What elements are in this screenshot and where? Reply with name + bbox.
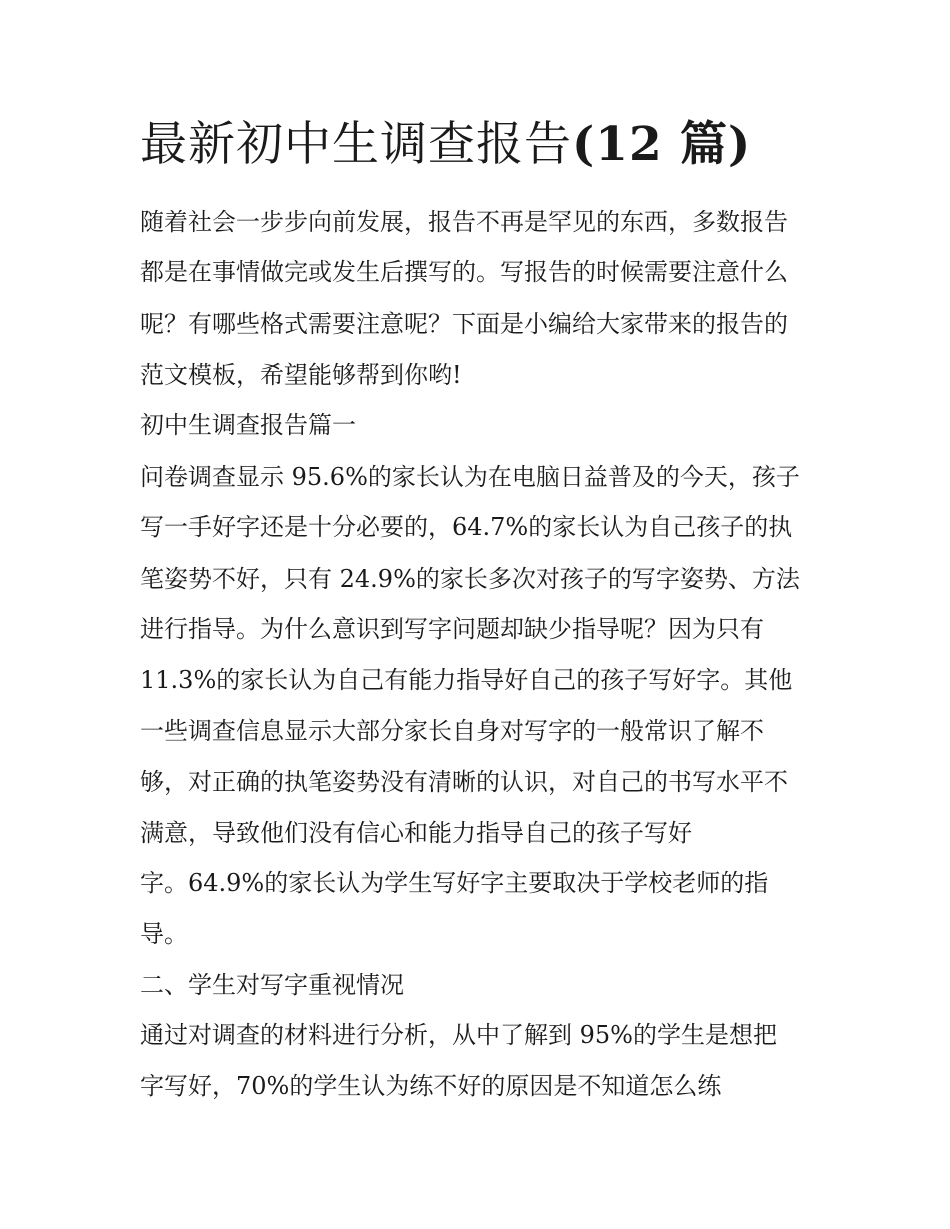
body-line: 字写好，70%的学生认为练不好的原因是不知道怎么练: [140, 1072, 722, 1100]
body-line: 一些调查信息显示大部分家长自身对写字的一般常识了解不: [140, 717, 764, 745]
title-main: 最新初中生调查报告: [140, 117, 572, 172]
section-heading-two: 二、学生对写字重视情况: [140, 971, 404, 999]
body-line: 呢？有哪些格式需要注意呢？下面是小编给大家带来的报告的: [140, 310, 788, 338]
body-line: 满意，导致他们没有信心和能力指导自己的孩子写好: [140, 819, 692, 847]
body-line: 导。: [140, 920, 188, 948]
body-line: 字。64.9%的家长认为学生写好字主要取决于学校老师的指: [140, 869, 769, 897]
body-line: 都是在事情做完或发生后撰写的。写报告的时候需要注意什么: [140, 258, 788, 286]
title-paren-open: (: [572, 117, 596, 172]
body-line: 11.3%的家长认为自己有能力指导好自己的孩子写好字。其他: [140, 666, 793, 694]
body-line: 问卷调查显示 95.6%的家长认为在电脑日益普及的今天，孩子: [140, 463, 800, 491]
body-line: 笔姿势不好，只有 24.9%的家长多次对孩子的写字姿势、方法: [140, 565, 800, 593]
document-title: [140, 112, 751, 178]
body-line: 通过对调查的材料进行分析，从中了解到 95%的学生是想把: [140, 1021, 777, 1049]
body-line: 范文模板，希望能够帮到你哟!: [140, 361, 462, 389]
section-heading-part-one: 初中生调查报告篇一: [140, 411, 356, 439]
body-line: 写一手好字还是十分必要的，64.7%的家长认为自己孩子的执: [140, 513, 793, 541]
body-line: 进行指导。为什么意识到写字问题却缺少指导呢？因为只有: [140, 615, 764, 643]
body-line: 够，对正确的执笔姿势没有清晰的认识，对自己的书写水平不: [140, 768, 788, 796]
title-suffix: 篇): [662, 117, 752, 172]
title-number: 12: [595, 117, 663, 172]
body-line: 随着社会一步步向前发展，报告不再是罕见的东西，多数报告: [140, 208, 788, 236]
